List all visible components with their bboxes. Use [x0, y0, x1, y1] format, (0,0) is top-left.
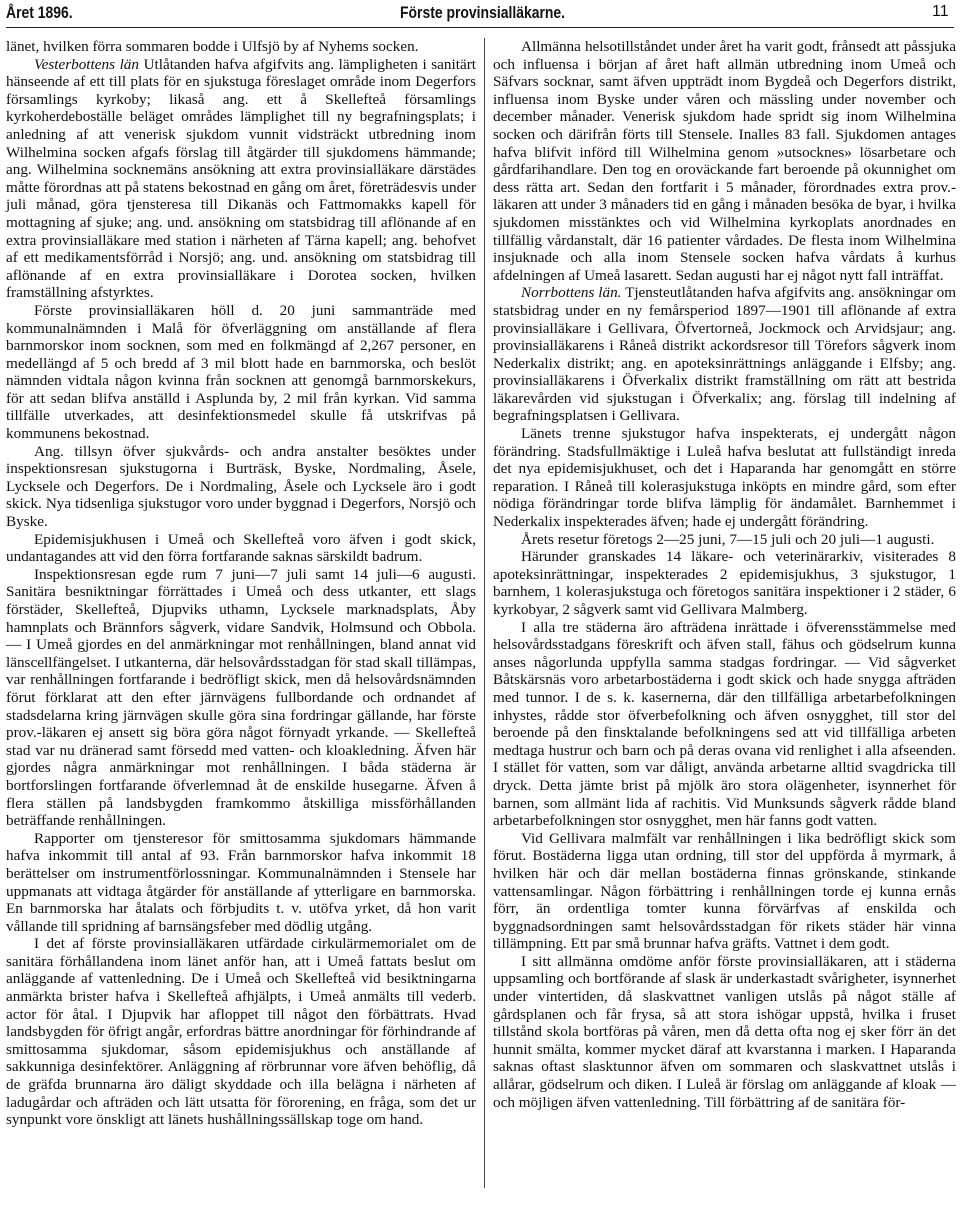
paragraph-text: Inspektionsresan egde rum 7 juni—7 juli samt 14 juli—6 augusti. Sanitära besniktningar förrättades i Umeå och dess utkanter, ett slags förstäder, Skellefteå, Djupviks uthamn, Lycksele marknadsplats, Åby hamnplats och Brännfors sågverk, vidare Sandvik, Holmsund och Obbola. — I Umeå gjordes en del anmärkningar mot renhållningen, bland annat vid länscellfängelset. I utkanterna, där helsovårdsstadgan för stad skall tillämpas, var renhållningen fortfarande i bedröfligt skick, men då helsovårdsnämnden förut förklarat att den efter järnvägens fullbordande och ordnandet af stadsdelarna kring järnvägen skulle göra sina fordringar gällande, har förste prov.-läkaren ej ansett sig böra göra något förnyadt yrkande. — Skellefteå stad var nu dränerad samt försedd med vatten- och kloakledning. Äfven här gjordes några anmärkningar mot renhållningen. I båda städerna är bortforslingen fortfarande öfverlemnad åt de enskilde husegarne. Äfven å flera ställen på landsbygden framkommo åtskilliga missförhållanden beträffande renhållningen. — [6, 565, 476, 830]
paragraph-text: Allmänna helsotillståndet under året ha varit godt, frånsedt att påssjuka och influensa i början af året haft allmän utbredning inom Umeå och Säfvars socknar, samt äfven uppträdt inom Bygdeå och Degerfors distrikt, influensa inom Byske under våren och mässling under november och december månader. Venerisk sjukdom hade spridt sig inom Wilhelmina socken och därifrån förts till Stensele. Inalles 83 fall. Sjukdomen antages hafva blifvit införd till Wilhelmina genom »utsocknes» lösarbetare och gårdfarihandlare. Den tog en oroväckande fart beroende på okunnighet om dess rätta art. Sedan den fortfarit i 5 månader, förordnades extra prov.-läkaren att under 3 månaders tid en gång i månaden besöka de byar, i hvilka sjukdomen misstänktes och vid Wilhelmina kyrkoplats anordnades en tillfällig vårdanstalt, där 16 patienter vårdades. De flesta inom Wilhelmina insjuknade och alla inom Stensele socken hafva vårdats å kurhus afdelningen af Umeå lasarett. Sedan augusti har ej något nytt fall inträffat. — [493, 38, 956, 284]
paragraph — [6, 566, 476, 830]
paragraph — [493, 284, 956, 425]
paragraph-lead: Vesterbottens län — [34, 55, 139, 73]
paragraph — [6, 38, 476, 56]
paragraph-text: Tjensteutlåtanden hafva afgifvits ang. ansökningar om statsbidrag under en ny femårsperiod 1897—1901 till aflönande af extra provinsialläkare i Gellivara, Öfvertorneå, Jockmock och Arvidsjaur; ang. provinsialläkarens i Råneå distrikt ackordsresor till Törefors sågverk inom Nederkalix distrikt; ang. en apoteksinrättnings anläggande i Elfsby; ang. provinsialläkarens i Öfverkalix distrikt framställning om rätt att bestrida läkarevården vid sjukstugan i Öfverkalix; ang. förslag till indelning af begrafningsplatsen i Gellivara. — [493, 284, 957, 425]
paragraph-text: Rapporter om tjensteresor för smittosamma sjukdomars hämmande hafva inkommit till antal af 93. Från barnmorskor hafva inkommit 18 berättelser om instrumentförlossningar. Kommunalnämnden i Stensele har uppmanats att vidtaga åtgärder för anställande af ytterligare en barnmorska. En barnmorska har åtalats och förbjudits t. v. utöfva yrket, då hon varit vållande till spridning af barnsängsfeber med dödlig utgång. — [6, 829, 476, 935]
paragraph-text: I det af förste provinsialläkaren utfärdade cirkulärmemorialet om de sanitära förhållandena inom länet anför han, att i Umeå fattats beslut om anläggande af vattenledning. De i Umeå och Skellefteå vid besiktningarna anmärkta brister hafva i Skellefteå afhjälpts, i Umeå anmälts till vederb. actor för åtal. I Djupvik har afloppet till något den förbättrats. Hvad landsbygden för öfrigt angår, erfordras bättre anordningar för förhindrande af smittosamma sjukdomar, såsom epidemisjukhus och anställande af sakkunniga desinfektörer. Anläggning af rörbrunnar vore äfven behöflig, då de gräfda brunnarna äro däligt skyddade och illa belägna i närheten af ladugårdar och afträden och lätt utsatta för förorening, en fråga, som det ur synpunkt vore önskligt att länets hushållningssällskap toge om hand. — [6, 935, 477, 1129]
paragraph — [493, 953, 956, 1111]
right-column — [493, 38, 956, 1111]
paragraph-text: Utlåtanden hafva afgifvits ang. lämpligheten i sanitärt hänseende af ett till plats för en sjukstuga föreslaget område inom Degerfors församlings kyrkoby; likaså ang. ett å Skellefteå församlings kyrkoherdeboställe beläget områdes lämplighet till ny begrafningsplats; i anledning af att venerisk sjukdom vunnit vidsträckt utbredning inom Wilhelmina socken afgafs förslag till åtgärder till sjukdomens hämmande; ang. Wilhelmina socknemäns ansökning att extra provinsialläkare därstädes måtte förordnas att på statens bekostnad en gång om året, företrädesvis under juli månad, göra tjensteresa till Dikanäs och Fattmomakks kapell för mottagning af sjuke; ang. und. ansökning om statsbidrag till aflönande af en extra provinsialläkare med station i närheten af Tärna kapell; ang. behofvet af ett medikamentsförråd i Norsjö; ang. und. ansökning om statsbidrag till aflönande af en extra provinsialläkare i Dorotea socken, hvilken framställning afstyrktes. — [6, 55, 476, 302]
left-column — [6, 38, 476, 1129]
paragraph — [6, 56, 476, 302]
paragraph — [6, 935, 476, 1129]
paragraph — [493, 619, 956, 830]
paragraph-text: Härunder granskades 14 läkare- och veterinärarkiv, visiterades 8 apoteksinrättningar, inspekterades 2 epidemisjukhus, 3 sjukstugor, 1 barnhem, 1 kolerasjukstuga och företogos sanitära inspektioner i 2 städer, 6 kyrkobyar, 2 sågverk samt vid Gellivara Malmberg. — [493, 548, 956, 618]
paragraph — [6, 302, 476, 443]
paragraph-text: I sitt allmänna omdöme anför förste provinsialläkaren, att i städerna uppsamling och bortförande af slask är underkastadt svårigheter, isynnerhet under vintertiden, då slaskvattnet vanligen utslås på något ställe af gårdsplanen och får frysa, så att stora ishögar uppstå, hvilka i fruset tillstånd skola bortföras på våren, men då detta ofta nog ej sker förr än det hunnit smälta, kommer mycket däraf att kvarstanna i marken. I Haparanda saknas oftast slasktunnor äfven om sommaren och slaskvattnet utslås i allårar, gödselrum och diken. I Luleå är förslag om anläggande af kloak — och möjligen äfven vattenledning. Till förbättring af de sanitära för- — [493, 952, 956, 1111]
paragraph — [6, 830, 476, 936]
paragraph-text: I alla tre städerna äro afträdena inrättade i öfverensstämmelse med helsovårdsstadgans föreskrift och äfven stall, fähus och gödselrum kunna anses någorlunda uppfylla samma stadgas fordringar. — Vid sågverket Båtskärsnäs voro arbetarbostäderna i godt skick och hade snygga afträden med tunnor. I de s. k. kasernerna, där den tillfälliga arbetarbefolkningen inhystes, rådde stor öfverbefolkning och äfven osnygghet, till stor del beroende på den finsktalande befolkningens sed att vid tillfälliga arbeten medtaga hustrur och barn och på deras ovana vid renlighet i alla afseenden. I stället för vatten, som var dåligt, använda arbetarne alltid svagdricka till dryck. Detta jämte brist på mjölk äro stora olägenheter, isynnerhet för barnen, som allmänt lida af rachitis. Vid Munksunds sågverk rådde bland arbetarbefolkningen stor osnygghet, men här fanns godt vatten. — [493, 618, 956, 830]
paragraph — [493, 830, 956, 953]
paragraph — [493, 425, 956, 531]
paragraph-text: Vid Gellivara malmfält var renhållningen i lika bedröfligt skick som förut. Bostäderna ligga utan ordning, till stor del uppförda å myrmark, å hvilken här och där mellan bostäderna finnas grönskande, stinkande vattensamlingar. Någon förbättring i renhållningen torde ej kunna ernås förr, än ordentliga tomter kunna förvärfvas af enskilda och byggnadsordningen samt helsovårdsstadgan för rikets städer här vinna tillämpning. Ett par små brunnar hafva gräfts. Vattnet i dem godt. — [493, 829, 956, 953]
header-year: Året 1896. — [6, 3, 73, 22]
paragraph — [493, 38, 956, 284]
column-divider — [484, 38, 485, 1188]
paragraph-text: Epidemisjukhusen i Umeå och Skellefteå voro äfven i godt skick, undantagandes att vid den förra fortfarande saknas särskildt badrum. — [6, 530, 476, 566]
paragraph — [493, 531, 956, 549]
paragraph-lead: Norrbottens län. — [521, 284, 622, 302]
paragraph-text: länet, hvilken förra sommaren bodde i Ulfsjö by af Nyhems socken. — [6, 38, 419, 55]
paragraph — [493, 548, 956, 618]
paragraph — [6, 443, 476, 531]
header-rule — [6, 27, 954, 28]
paragraph — [6, 531, 476, 566]
paragraph-text: Ang. tillsyn öfver sjukvårds- och andra anstalter besöktes under inspektionsresan sjukstugorna i Burträsk, Byske, Nordmaling, Åsele, Lycksele och Degerfors. De i Nordmaling, Åsele och Lycksele äro i godt skick. Nya tidsenliga sjukstugor voro under byggnad i Degerfors, Norsjö och Byske. — [6, 442, 476, 531]
header-section-title: Förste provinsialläkarne. — [400, 3, 566, 22]
paragraph-text: Länets trenne sjukstugor hafva inspekterats, ej undergått någon förändring. Stadsfullmäktige i Luleå hafva beslutat att fullständigt inreda det nya epidemisjukhuset, och det i Haparanda har genomgått en större reparation. I Råneå till kolerasjukstuga inköpts en mindre gård, som efter nödiga förändringar torde blifva lämplig för ändamålet. Barnhemmet i Nederkalix inspekterades äfven; hade ej undergått förändring. — [493, 425, 956, 531]
paragraph-text: Årets resetur företogs 2—25 juni, 7—15 juli och 20 juli—1 augusti. — [521, 530, 935, 548]
page-header — [0, 0, 960, 30]
page-number: 11 — [932, 3, 949, 20]
paragraph-text: Förste provinsialläkaren höll d. 20 juni sammanträde med kommunalnämnden i Malå för öfverläggning om anställande af flera barnmorskor inom socknen, som med en folkmängd af 2,267 personer, en medellängd af 5 och bredd af 3 mil blott hade en barnmorska, och beslöt nämnden vidtala någon kvinna från socknen att genomgå barnmorskekurs, för att sedan blifva anställd i Asplunda by, 2 mil från kyrkan. Vid samma tillfälle utverkades, att desinfektionsmedel skulle få utskrifvas på kommunens bekostnad. — [6, 301, 476, 443]
